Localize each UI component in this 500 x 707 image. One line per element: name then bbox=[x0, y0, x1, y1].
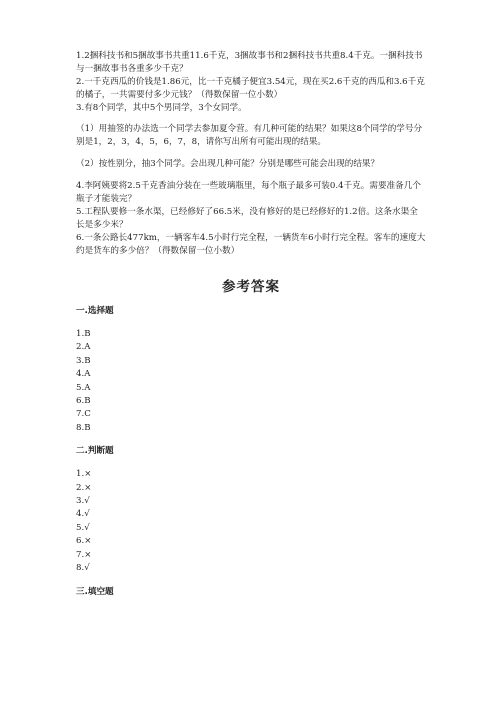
list-item: 3.B bbox=[76, 355, 91, 366]
list-item: 8.√ bbox=[76, 563, 90, 574]
list-item: 6.B bbox=[76, 396, 91, 407]
list-item: 5.√ bbox=[76, 522, 90, 533]
question-3-part-1: （1）用抽签的办法选一个同学去参加夏令营。有几种可能的结果？如果这8个同学的学号分别是1，2，3，4，5，6，7，8，请你写出所有可能出现的结果。 bbox=[76, 124, 423, 147]
list-item: 3.√ bbox=[76, 496, 90, 507]
document-page bbox=[76, 50, 426, 599]
list-item: 4.√ bbox=[76, 509, 90, 520]
list-item: 5.A bbox=[76, 382, 91, 393]
question-4: 4.李阿姨要将2.5千克香油分装在一些玻璃瓶里，每个瓶子最多可装0.4千克。需要准备几个瓶子才能装完？ bbox=[76, 181, 421, 204]
judgement-answers-list bbox=[76, 468, 426, 575]
section-heading-judgement: 二.判断题 bbox=[76, 446, 114, 457]
list-item: 2.A bbox=[76, 342, 91, 353]
choice-answers-list bbox=[76, 328, 426, 435]
question-3-part-2: （2）按性别分，抽3个同学。会出现几种可能？分别是哪些可能会出现的结果？ bbox=[76, 159, 380, 169]
list-item: 2.× bbox=[76, 482, 92, 493]
answer-key-title: 参考答案 bbox=[222, 279, 280, 295]
list-item: 6.× bbox=[76, 536, 92, 547]
section-heading-choice: 一.选择题 bbox=[76, 306, 114, 316]
list-item: 8.B bbox=[76, 422, 91, 433]
list-item: 7.× bbox=[76, 549, 92, 560]
list-item: 1.× bbox=[76, 469, 92, 480]
question-6: 6.一条公路长477km，一辆客车4.5小时行完全程，一辆货车6小时行完全程。客车的速度大约是货车的多少倍？（得数保留一位小数） bbox=[76, 233, 426, 256]
list-item: 4.A bbox=[76, 369, 91, 380]
section-heading-fill-blank: 三.填空题 bbox=[76, 586, 114, 597]
list-item: 7.C bbox=[76, 409, 91, 420]
question-5: 5.工程队要修一条水渠，已经修好了66.5米，没有修好的是已经修好的1.2倍。这条水渠全长是多少米？ bbox=[76, 207, 418, 230]
question-1: 1.2捆科技书和5捆故事书共重11.6千克，3捆故事书和2捆科技书共重8.4千克。一捆科技书与一捆故事书各重多少千克？ bbox=[76, 51, 423, 74]
list-item: 1.B bbox=[76, 329, 91, 339]
question-2: 2.一千克西瓜的价钱是1.86元，比一千克橘子便宜3.54元，现在买2.6千克的西瓜和3.6千克的橘子，一共需要付多少元钱？（得数保留一位小数） bbox=[76, 77, 425, 100]
question-3: 3.有8个同学，其中5个男同学，3个女同学。 bbox=[76, 103, 247, 113]
